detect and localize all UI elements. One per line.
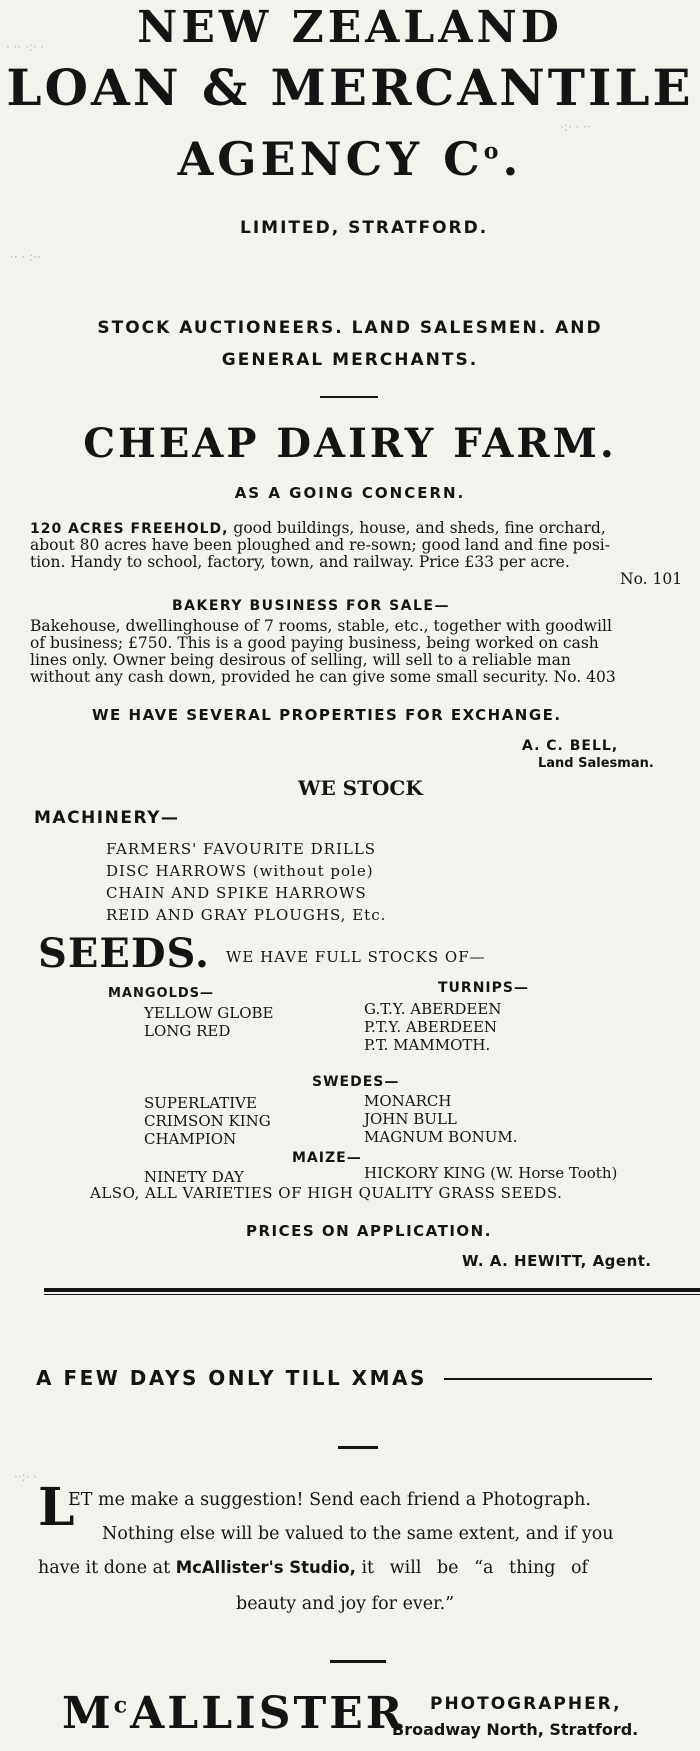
machinery-item: FARMERS' FAVOURITE DRILLS (106, 840, 377, 858)
grass-seeds-line: ALSO, ALL VARIETIES OF HIGH QUALITY GRASS SEEDS. (90, 1184, 563, 1202)
seeds-subheading: WE HAVE FULL STOCKS OF— (226, 948, 486, 966)
farm-listing-number: No. 101 (620, 570, 683, 588)
swede-item: CHAMPION (144, 1130, 237, 1148)
bakery-line-1: Bakehouse, dwellinghouse of 7 rooms, stable, etc., together with goodwill (30, 617, 612, 635)
bleed-through-noise: ··:· · (14, 1470, 38, 1484)
company-name-superscript: o (483, 138, 503, 165)
xmas-line-3 (38, 1558, 588, 1578)
services-line-2: GENERAL MERCHANTS. (221, 350, 479, 370)
bleed-through-noise: · ·· ·:· · (6, 40, 45, 54)
swedes-heading: SWEDES— (312, 1074, 400, 1090)
machinery-item: REID AND GRAY PLOUGHS, Etc. (106, 906, 387, 924)
machinery-item: CHAIN AND SPIKE HARROWS (106, 884, 367, 902)
swede-item: SUPERLATIVE (144, 1094, 257, 1112)
short-divider (320, 396, 378, 398)
dairy-farm-heading: CHEAP DAIRY FARM. (83, 420, 617, 467)
company-name-period: . (502, 132, 523, 186)
xmas-line-3-a: have it done at (38, 1558, 171, 1578)
studio-address: Broadway North, Stratford. (392, 1720, 639, 1739)
dairy-farm-subheading: AS A GOING CONCERN. (234, 484, 466, 502)
services-line-1: STOCK AUCTIONEERS. LAND SALESMEN. AND (97, 318, 603, 338)
bakery-line-3: lines only. Owner being desirous of selling, will sell to a reliable man (30, 651, 571, 669)
bakery-line-4: without any cash down, provided he can give some small security. No. 403 (30, 668, 616, 686)
owner-name-m: M (62, 1688, 114, 1739)
company-name-line-2: LOAN & MERCANTILE (6, 58, 694, 117)
farm-line-1-rest: good buildings, house, and sheds, fine orchard, (233, 519, 606, 537)
drop-cap-initial: L (38, 1477, 75, 1538)
seeds-heading: SEEDS. (38, 930, 210, 977)
swede-item: MAGNUM BONUM. (364, 1128, 518, 1146)
xmas-line-4: beauty and joy for ever.” (236, 1594, 455, 1614)
machinery-heading: MACHINERY— (34, 808, 180, 828)
turnip-item: P.T. MAMMOTH. (364, 1036, 491, 1054)
prices-on-application: PRICES ON APPLICATION. (246, 1222, 492, 1240)
bakery-heading: BAKERY BUSINESS FOR SALE— (172, 598, 450, 614)
maize-heading: MAIZE— (292, 1150, 362, 1166)
bakery-line-2: of business; £750. This is a good paying business, being worked on cash (30, 634, 599, 652)
owner-name-rest: ALLISTER (130, 1688, 406, 1739)
xmas-heading: A FEW DAYS ONLY TILL XMAS (36, 1366, 427, 1390)
exchange-notice: WE HAVE SEVERAL PROPERTIES FOR EXCHANGE. (92, 706, 562, 724)
we-stock-heading: WE STOCK (298, 776, 423, 800)
swede-item: MONARCH (364, 1092, 452, 1110)
short-divider (330, 1660, 386, 1663)
mangolds-heading: MANGOLDS— (108, 986, 215, 1001)
company-name-agency: AGENCY C (177, 132, 484, 186)
salesman-title: Land Salesman. (538, 756, 654, 771)
turnips-heading: TURNIPS— (438, 980, 529, 996)
machinery-item: DISC HARROWS (without pole) (106, 862, 374, 880)
limited-stratford: LIMITED, STRATFORD. (240, 218, 489, 238)
farm-line-2: about 80 acres have been ploughed and re-sown; good land and fine posi- (30, 536, 610, 554)
turnip-item: G.T.Y. ABERDEEN (364, 1000, 502, 1018)
xmas-line-2: Nothing else will be valued to the same extent, and if you (102, 1524, 614, 1544)
photographer-title: PHOTOGRAPHER, (430, 1694, 622, 1714)
company-name-line-1: NEW ZEALAND (137, 2, 563, 53)
section-divider-thick (44, 1288, 700, 1292)
farm-lead: 120 ACRES FREEHOLD, (30, 521, 229, 537)
xmas-line-3-c: it will be “a thing of (361, 1558, 588, 1578)
maize-item: NINETY DAY (144, 1168, 244, 1186)
mangold-item: LONG RED (144, 1022, 231, 1040)
salesman-name: A. C. BELL, (522, 738, 619, 754)
short-divider (338, 1446, 378, 1449)
xmas-heading-rule (444, 1378, 652, 1380)
studio-owner-name (62, 1688, 405, 1739)
bleed-through-noise: ·· · :·· (10, 250, 41, 264)
turnip-item: P.T.Y. ABERDEEN (364, 1018, 498, 1036)
section-divider-thin (44, 1294, 700, 1295)
agent-signature: W. A. HEWITT, Agent. (462, 1252, 652, 1270)
maize-item: HICKORY KING (W. Horse Tooth) (364, 1164, 618, 1182)
company-name-line-3 (0, 132, 700, 186)
studio-name: McAllister's Studio, (175, 1558, 356, 1577)
xmas-line-1: ET me make a suggestion! Send each friend a Photograph. (68, 1490, 591, 1510)
swede-item: JOHN BULL (364, 1110, 457, 1128)
bleed-through-noise: ·:· · ·· (560, 120, 591, 134)
farm-line-3: tion. Handy to school, factory, town, and railway. Price £33 per acre. (30, 553, 570, 571)
swede-item: CRIMSON KING (144, 1112, 271, 1130)
owner-name-superscript: c (113, 1692, 131, 1719)
mangold-item: YELLOW GLOBE (144, 1004, 274, 1022)
